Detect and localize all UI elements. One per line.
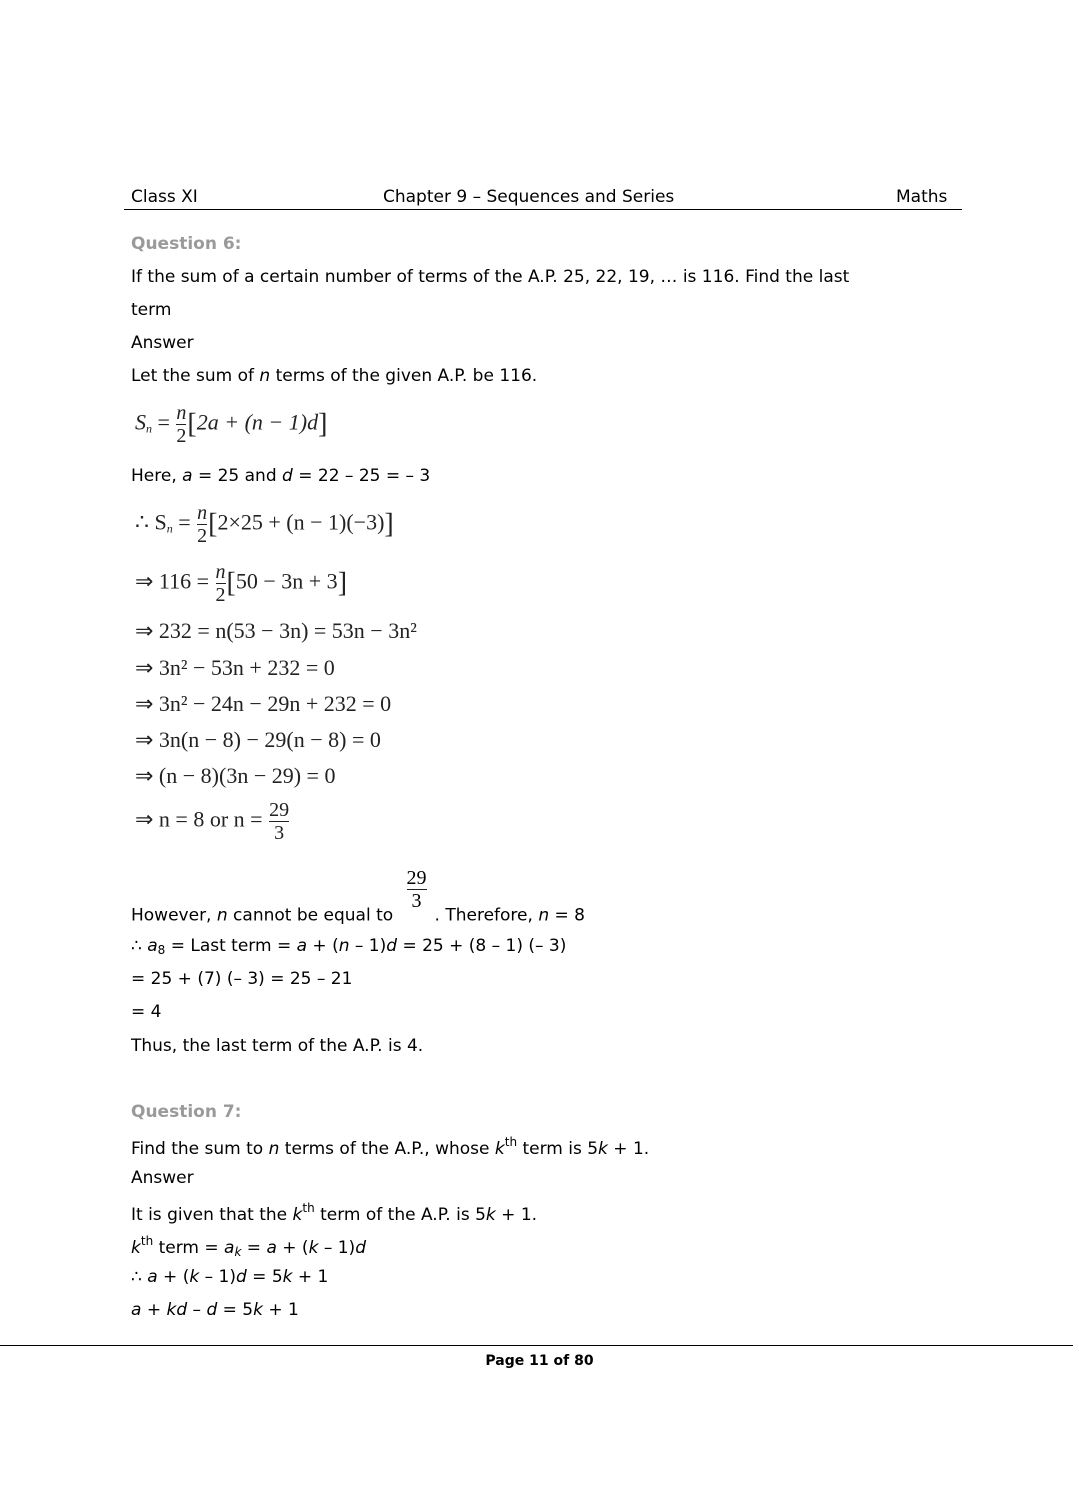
question-7-title: Question 7:	[131, 1102, 242, 1122]
step-7: ⇒ (n − 8)(3n − 29) = 0	[135, 763, 336, 788]
step-3: ⇒ 232 = n(53 − 3n) = 53n − 3n²	[135, 618, 417, 643]
question-6-text-line2: term	[131, 300, 172, 320]
calc-line-2: = 4	[131, 1002, 162, 1022]
answer-6-intro: Let the sum of n terms of the given A.P. be 116.	[131, 366, 538, 386]
conclusion-6: Thus, the last term of the A.P. is 4.	[131, 1036, 424, 1056]
question-7-text: Find the sum to n terms of the A.P., whose $k^{th}$ term is 5k + 1.	[131, 1135, 650, 1159]
page-number: Page 11 of 80	[485, 1353, 594, 1369]
kth-term-line: $k^{th}$ term = $a_k = a + (k - 1)d$	[131, 1234, 366, 1259]
given-values: Here, a = 25 and d = 22 – 25 = – 3	[131, 466, 431, 486]
however-line: However, n cannot be equal to $\frac{29}{3}$ . Therefore, n = 8	[131, 867, 585, 926]
header-divider	[124, 209, 962, 210]
answer-label-6: Answer	[131, 333, 194, 353]
step-8: ⇒ n = 8 or n = $\frac{29}{3}$	[135, 799, 290, 844]
answer-label-7: Answer	[131, 1168, 194, 1188]
question-6-title: Question 6:	[131, 234, 242, 254]
therefore-line: ∴ a + (k – 1)d = 5k + 1	[131, 1267, 329, 1287]
last-term-line: ∴ $a_8$ = Last term = a + (n – 1)d = 25 + (8 – 1) (– 3)	[131, 936, 567, 957]
step-1: ∴ $S_n$ = $\frac{n}{2}$ [2×25 + (n − 1)(−3)]	[135, 502, 394, 547]
calc-line-1: = 25 + (7) (– 3) = 25 – 21	[131, 969, 353, 989]
footer-divider	[0, 1345, 1073, 1346]
header-chapter: Chapter 9 – Sequences and Series	[383, 187, 675, 207]
answer-7-given: It is given that the $k^{th}$ term of the A.P. is 5k + 1.	[131, 1201, 538, 1225]
expand-line: a + kd – d = 5k + 1	[131, 1300, 299, 1320]
step-4: ⇒ 3n² − 53n + 232 = 0	[135, 655, 335, 680]
step-5: ⇒ 3n² − 24n − 29n + 232 = 0	[135, 691, 392, 716]
question-6-text-line1: If the sum of a certain number of terms of the A.P. 25, 22, 19, … is 116. Find the last	[131, 267, 850, 287]
sum-formula: $S_n$ = $\frac{n}{2}$ [2a + (n − 1)d]	[135, 402, 328, 447]
header-subject: Maths	[896, 187, 948, 207]
step-2: ⇒ 116 = $\frac{n}{2}$ [50 − 3n + 3]	[135, 561, 348, 606]
step-6: ⇒ 3n(n − 8) − 29(n − 8) = 0	[135, 727, 381, 752]
header-class: Class XI	[131, 187, 198, 207]
